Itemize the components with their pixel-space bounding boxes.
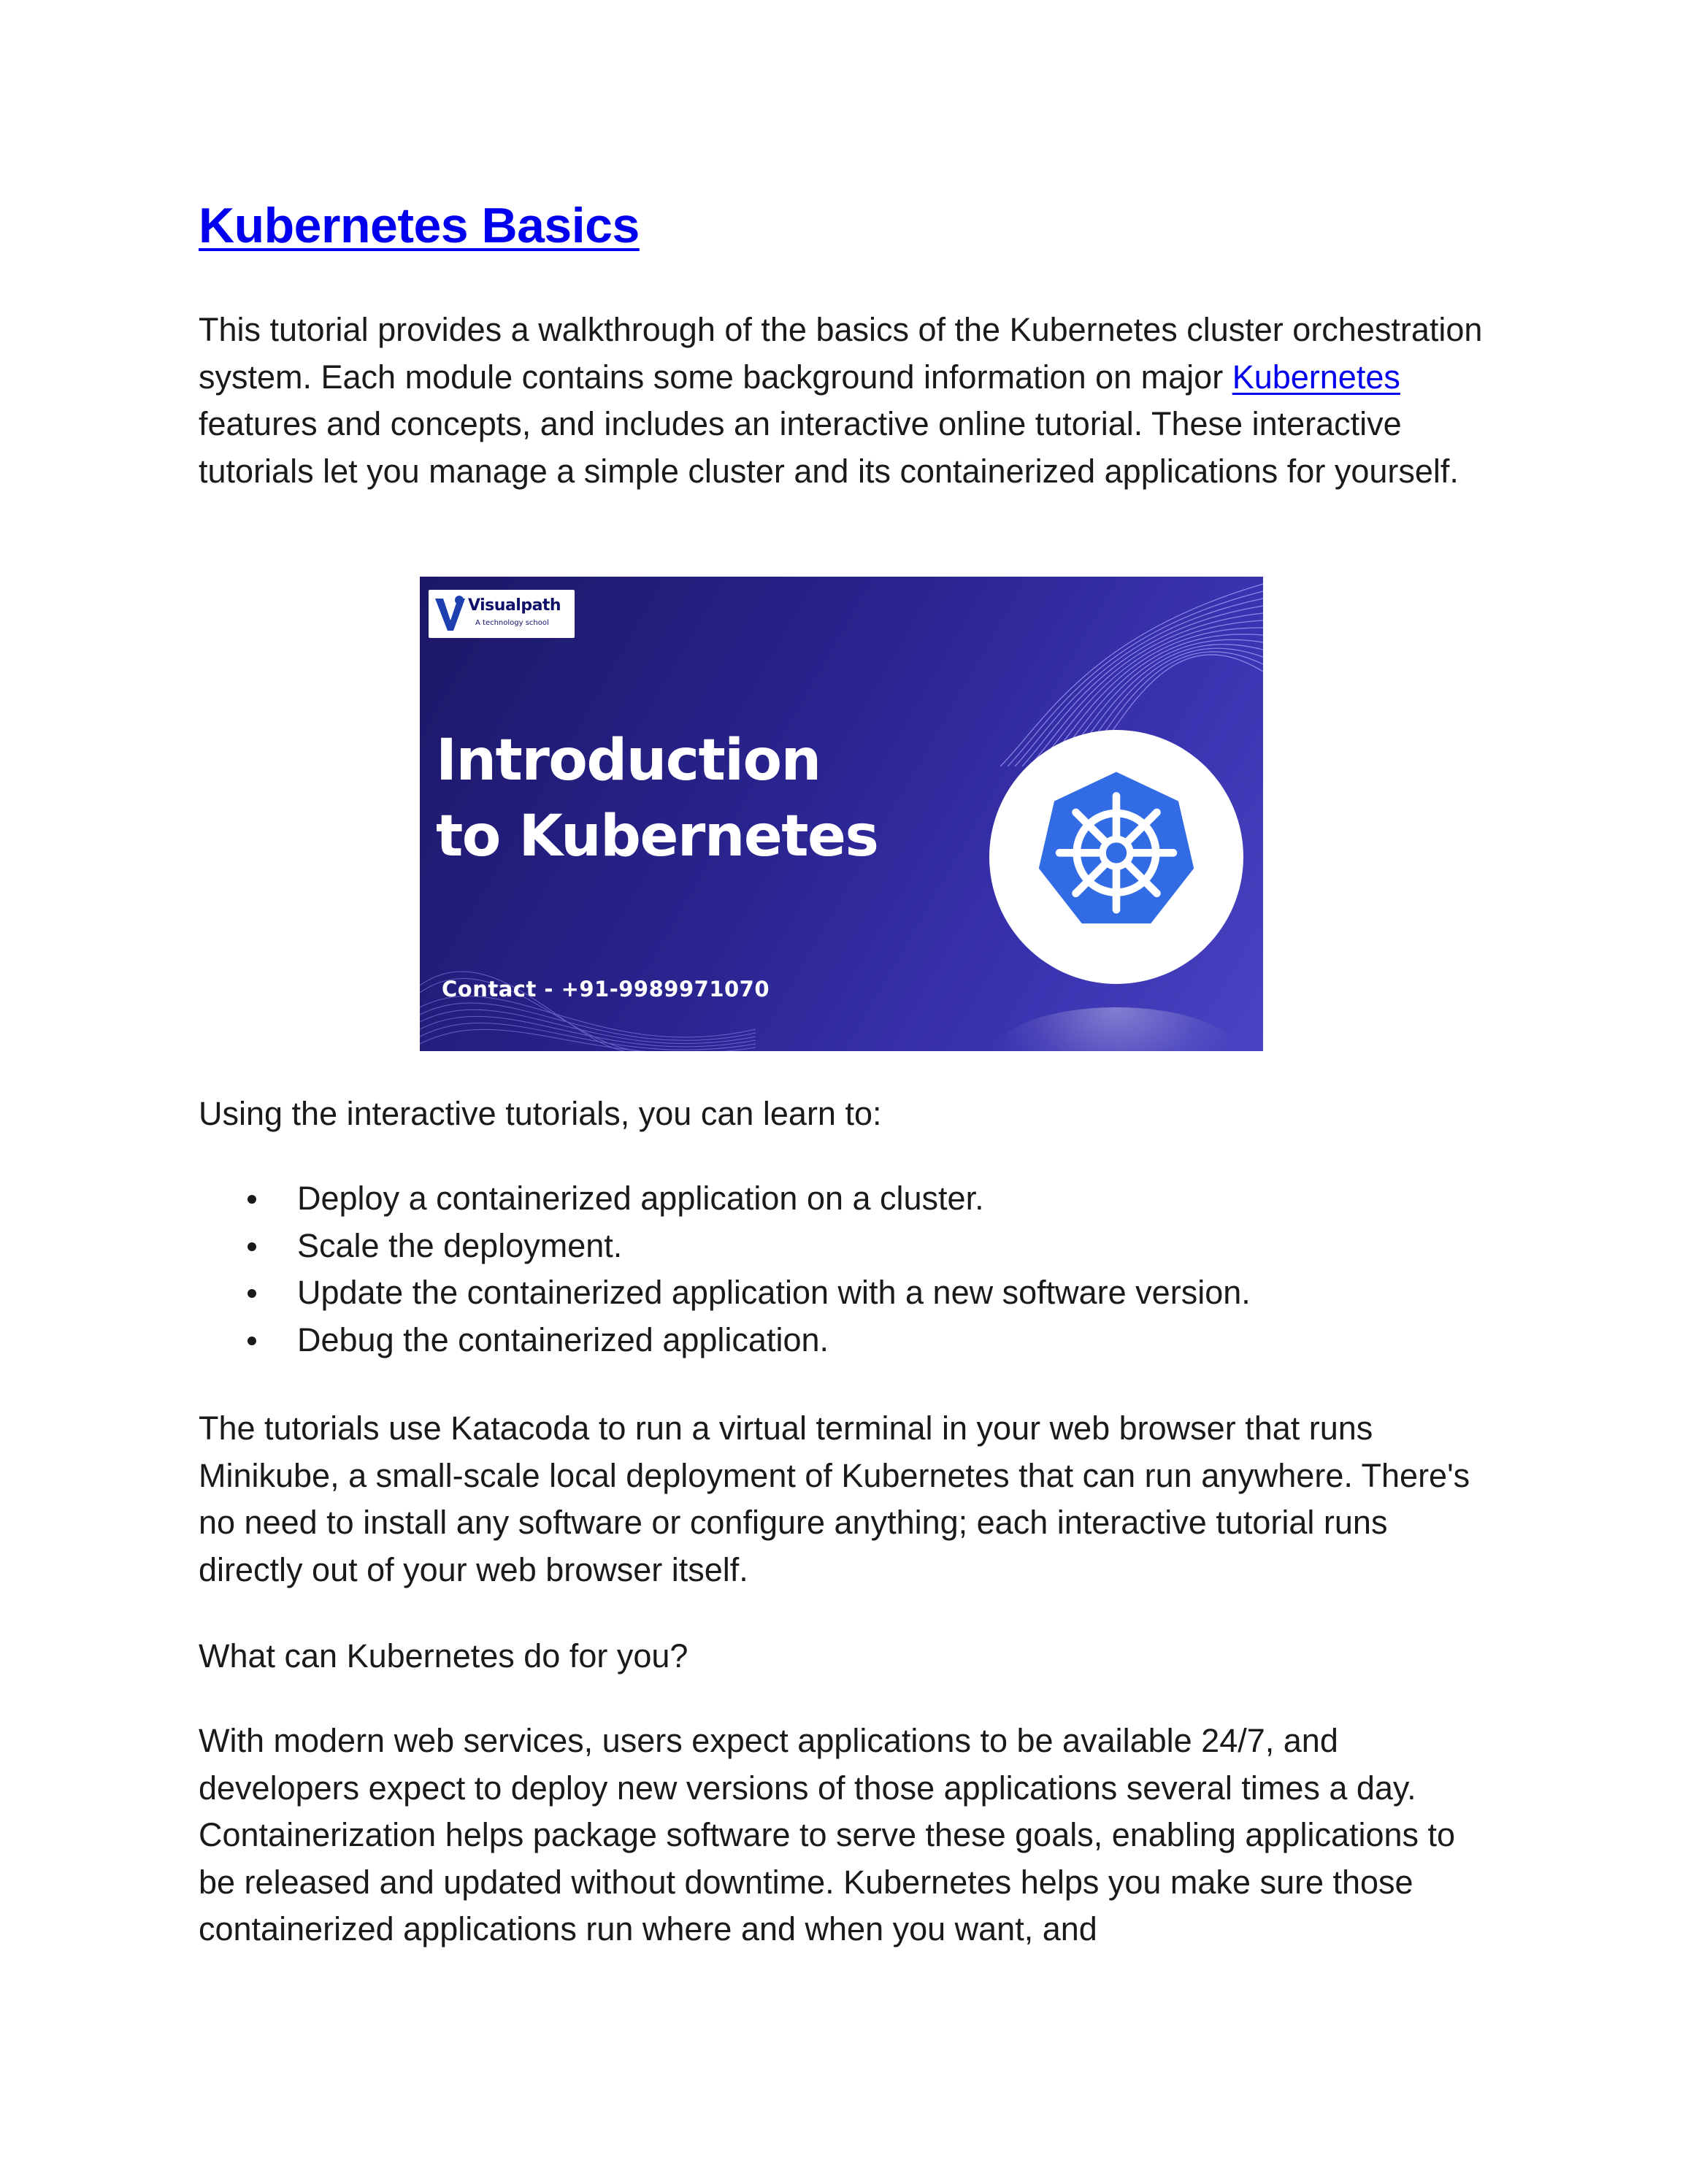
question-text: What can Kubernetes do for you? [199, 1637, 688, 1674]
list-item [199, 1223, 1498, 1270]
kubernetes-link[interactable]: Kubernetes [1232, 358, 1400, 396]
bullet-icon [248, 1242, 256, 1251]
list-item [199, 1269, 1498, 1317]
list-item-text: Deploy a containerized application on a cluster. [297, 1180, 984, 1217]
logo-tagline: A technology school [475, 619, 549, 627]
intro-text-start: This tutorial provides a walkthrough of the basics of the Kubernetes cluster orchestration system. Each module contains some background information on major [199, 311, 1483, 396]
list-item [199, 1175, 1498, 1223]
bullet-icon [248, 1337, 256, 1345]
learn-intro-text: Using the interactive tutorials, you can learn to: [199, 1095, 882, 1132]
intro-banner-image [420, 577, 1263, 1051]
learn-bullet-list [199, 1175, 1498, 1364]
intro-text-end: features and concepts, and includes an interactive online tutorial. These interactive tutorials let you manage a simple cluster and its containerized applications for yourself. [199, 405, 1459, 490]
bullet-icon [248, 1289, 256, 1298]
bullet-icon [248, 1195, 256, 1204]
list-item-text: Debug the containerized application. [297, 1320, 829, 1358]
page-title-link[interactable]: Kubernetes Basics [199, 198, 640, 253]
katacoda-paragraph: The tutorials use Katacoda to run a virtual terminal in your web browser that runs Minikube, a small-scale local deployment of Kubernetes that can run anywhere. There's no need to install any software or configure anything; each interactive tutorial runs directly out of your web browser itself. [199, 1410, 1470, 1588]
visualpath-v-icon [433, 594, 467, 632]
visualpath-logo [429, 590, 575, 638]
list-item [199, 1317, 1498, 1364]
contact-text: Contact - +91-9989971070 [442, 977, 770, 1001]
closing-paragraph: With modern web services, users expect applications to be available 24/7, and developers expect to deploy new versions of those applications several times a day. Containerization helps package software to serve these goals, enabling applications to be released and updated without downtime. Kubernetes helps you make sure those containerized applications run where and when you want, and [199, 1722, 1456, 1947]
banner-headline-line1: Introduction [436, 728, 821, 793]
circle-reflection [997, 1007, 1236, 1051]
kubernetes-helm-icon [1030, 765, 1202, 937]
banner-headline [436, 723, 878, 874]
list-item-text: Update the containerized application with a new software version. [297, 1274, 1251, 1311]
banner-headline-line2: to Kubernetes [436, 804, 878, 869]
list-item-text: Scale the deployment. [297, 1226, 623, 1264]
logo-name: Visualpath [468, 596, 561, 615]
intro-paragraph [199, 307, 1498, 495]
wave-lines-decoration [420, 876, 756, 1051]
